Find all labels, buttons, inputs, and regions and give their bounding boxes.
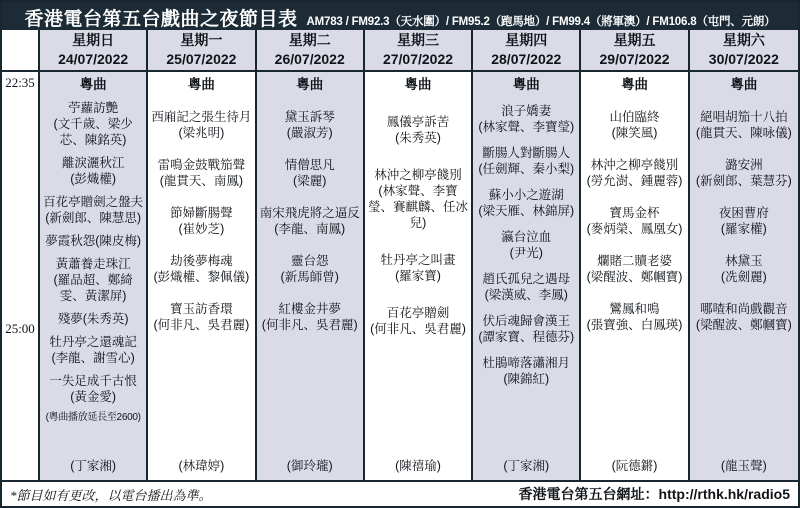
program-item bbox=[259, 205, 361, 237]
date-label: 29/07/2022 bbox=[599, 51, 670, 67]
program-item bbox=[475, 355, 577, 387]
date-label: 28/07/2022 bbox=[491, 51, 562, 67]
program-line: 夜困曹府 bbox=[718, 206, 769, 221]
program-item bbox=[692, 301, 796, 333]
day-body bbox=[581, 72, 687, 480]
host-name: (龍玉聲) bbox=[720, 459, 767, 473]
program-line: (嚴淑芳) bbox=[286, 126, 333, 141]
day-header bbox=[581, 30, 687, 72]
program-line: (崔妙芝) bbox=[178, 222, 225, 237]
program-line: (梁醒波、鄭幗寶) bbox=[586, 270, 683, 285]
day-column-3 bbox=[257, 30, 365, 480]
program-item bbox=[475, 187, 577, 219]
weekday-label: 星期日 bbox=[72, 32, 115, 49]
day-column-1 bbox=[40, 30, 148, 480]
program-item bbox=[583, 109, 685, 141]
day-header bbox=[690, 30, 798, 72]
header-bar bbox=[2, 2, 798, 30]
day-columns bbox=[40, 30, 798, 480]
program-line: (彭熾權) bbox=[70, 172, 117, 187]
schedule-table bbox=[2, 30, 798, 480]
program-line: (何非凡、吳君麗) bbox=[370, 322, 466, 337]
footer-website: 香港電台第五台網址：http://rthk.hk/radio5 bbox=[518, 486, 790, 502]
genre-label: 粵曲 bbox=[187, 77, 215, 92]
time-column bbox=[2, 30, 40, 480]
program-line: (羅家寶) bbox=[395, 269, 441, 284]
program-line: (梁漢威、李鳳) bbox=[484, 288, 568, 303]
program-line: (勞允澍、鍾麗蓉) bbox=[586, 174, 683, 189]
program-line: 伏后魂歸會漢王 bbox=[482, 314, 571, 329]
day-header bbox=[40, 30, 146, 72]
program-line: (黃金愛) bbox=[70, 390, 117, 405]
program-item bbox=[259, 301, 361, 333]
program-line: 牡丹亭之還魂記 bbox=[49, 335, 137, 350]
program-line: 浪子嬌妻 bbox=[501, 104, 552, 119]
date-label: 24/07/2022 bbox=[58, 51, 129, 67]
program-line: 靈台怨 bbox=[290, 254, 329, 269]
program-item bbox=[367, 305, 469, 337]
program-line: (彭熾權、黎佩儀) bbox=[153, 270, 250, 285]
program-line: 南宋飛虎將之逼反 bbox=[259, 206, 360, 221]
day-body bbox=[40, 72, 146, 480]
weekday-label: 星期一 bbox=[180, 32, 223, 49]
program-item bbox=[583, 205, 685, 237]
program-line: 黛玉訴琴 bbox=[284, 110, 335, 125]
program-line: 潞安洲 bbox=[725, 158, 763, 173]
program-line: 林黛玉 bbox=[725, 254, 763, 269]
date-label: 26/07/2022 bbox=[274, 51, 345, 67]
program-line: 西廂記之張生待月 bbox=[151, 110, 252, 125]
program-item bbox=[367, 114, 469, 146]
page-title: 香港電台第五台戲曲之夜節目表 bbox=[24, 9, 298, 30]
host-name: (丁家湘) bbox=[70, 459, 117, 473]
footer-note: *節目如有更改，以電台播出為準。 bbox=[10, 487, 212, 503]
program-item bbox=[475, 271, 577, 303]
genre-label: 粵曲 bbox=[730, 77, 758, 92]
program-item bbox=[367, 167, 469, 231]
day-body bbox=[690, 72, 798, 480]
program-line: 百花亭贈劍 bbox=[386, 306, 450, 321]
program-line: (羅家權) bbox=[720, 222, 767, 237]
program-line: (文千歲、梁少芯、陳銘英) bbox=[53, 117, 133, 148]
program-item bbox=[42, 311, 144, 327]
program-line: 瀛台泣血 bbox=[501, 230, 552, 245]
program-item bbox=[42, 334, 144, 366]
time-label-start: 22:35 bbox=[5, 75, 35, 90]
program-line: 離淚灑秋江 bbox=[61, 156, 125, 171]
program-item bbox=[475, 145, 577, 177]
weekday-label: 星期五 bbox=[613, 32, 656, 49]
weekday-label: 星期三 bbox=[396, 32, 439, 49]
program-item bbox=[42, 373, 144, 405]
program-line: 鸞鳳和鳴 bbox=[609, 302, 660, 317]
program-item bbox=[259, 157, 361, 189]
program-item bbox=[259, 109, 361, 141]
genre-label: 粵曲 bbox=[79, 77, 107, 92]
program-line: (尹光) bbox=[509, 246, 543, 261]
program-item bbox=[42, 233, 144, 249]
program-line: 牡丹亭之叫畫 bbox=[380, 253, 456, 268]
program-line: (龍貫天、陳咏儀) bbox=[695, 126, 792, 141]
program-line: (羅品超、鄭綺雯、黃潔屏) bbox=[53, 273, 133, 304]
date-label: 30/07/2022 bbox=[708, 51, 779, 67]
day-column-5 bbox=[473, 30, 581, 480]
program-item bbox=[42, 256, 144, 304]
program-line: 林沖之柳亭餞別 bbox=[374, 168, 462, 183]
program-line: 林沖之柳亭餞別 bbox=[590, 158, 679, 173]
day-header bbox=[365, 30, 471, 72]
program-line: (梁麗) bbox=[293, 174, 327, 189]
program-item bbox=[259, 253, 361, 285]
program-line: 鳳儀亭訴苦 bbox=[386, 115, 450, 130]
program-item bbox=[692, 109, 796, 141]
program-line: 蘇小小之遊湖 bbox=[488, 188, 564, 203]
host-name: (陳禧瑜) bbox=[395, 459, 441, 473]
extension-note: (粵曲播放延長至2600) bbox=[45, 412, 141, 424]
program-item bbox=[583, 157, 685, 189]
time-cell bbox=[2, 72, 38, 480]
program-item bbox=[583, 253, 685, 285]
program-line: (新劍郎、葉慧芬) bbox=[695, 174, 792, 189]
program-line: 紅樓金井夢 bbox=[278, 302, 341, 317]
program-line: 寶馬金杯 bbox=[609, 206, 660, 221]
program-item bbox=[150, 253, 252, 285]
program-line: 夢霞秋怨(陳皮梅) bbox=[45, 234, 142, 249]
program-item bbox=[367, 252, 469, 284]
date-label: 27/07/2022 bbox=[382, 51, 454, 67]
program-line: (冼劍麗) bbox=[720, 270, 767, 285]
program-line: (梁天雁、林錦屏) bbox=[478, 204, 575, 219]
program-line: (林家聲、李寶瑩、賽麒麟、任冰兒) bbox=[367, 184, 468, 231]
host-name: (丁家湘) bbox=[503, 459, 550, 473]
program-line: (麥炳榮、鳳凰女) bbox=[586, 222, 683, 237]
program-item bbox=[150, 301, 252, 333]
program-line: (新馬師曾) bbox=[280, 270, 339, 285]
program-line: 黃蕭養走珠江 bbox=[55, 257, 131, 272]
day-column-6 bbox=[581, 30, 689, 480]
program-item bbox=[475, 229, 577, 261]
program-line: (梁醒波、鄭幗寶) bbox=[695, 318, 792, 333]
day-column-7 bbox=[690, 30, 798, 480]
program-line: (梁兆明) bbox=[178, 126, 225, 141]
corner-cell bbox=[2, 30, 38, 72]
program-item bbox=[42, 100, 144, 148]
weekday-label: 星期六 bbox=[722, 32, 765, 49]
program-item bbox=[150, 109, 252, 141]
program-line: (新劍郎、陳慧思) bbox=[45, 211, 142, 226]
day-body bbox=[473, 72, 579, 480]
program-item bbox=[150, 205, 252, 237]
day-column-2 bbox=[148, 30, 256, 480]
program-item bbox=[475, 103, 577, 135]
genre-label: 粵曲 bbox=[404, 77, 432, 92]
time-label-mid: 25:00 bbox=[5, 321, 35, 336]
program-line: 寶玉訪香環 bbox=[170, 302, 233, 317]
program-line: 杜鵑啼落瀟湘月 bbox=[482, 356, 571, 371]
day-header bbox=[148, 30, 254, 72]
day-body bbox=[148, 72, 254, 480]
program-line: (林家聲、李寶瑩) bbox=[478, 120, 575, 135]
program-line: (何非凡、吳君麗) bbox=[153, 318, 250, 333]
program-line: (李龍、南鳳) bbox=[274, 222, 346, 237]
program-item bbox=[42, 194, 144, 226]
program-line: (何非凡、吳君麗) bbox=[261, 318, 358, 333]
program-line: 雷鳴金鼓戰笳聲 bbox=[157, 158, 246, 173]
program-line: 百花亭贈劍之盤夫 bbox=[43, 195, 144, 210]
genre-label: 粵曲 bbox=[512, 77, 540, 92]
program-line: 節婦斷腸聲 bbox=[170, 206, 233, 221]
program-line: (陳錦紅) bbox=[503, 372, 550, 387]
program-line: 山伯臨終 bbox=[609, 110, 660, 125]
day-header bbox=[473, 30, 579, 72]
weekday-label: 星期四 bbox=[505, 32, 548, 49]
program-line: (任劍輝、秦小梨) bbox=[478, 162, 575, 177]
genre-label: 粵曲 bbox=[296, 77, 324, 92]
program-line: (張寶強、白鳳瑛) bbox=[586, 318, 683, 333]
program-line: 情僧思凡 bbox=[284, 158, 335, 173]
day-column-4 bbox=[365, 30, 473, 480]
host-name: (御玲瓏) bbox=[286, 459, 333, 473]
day-body bbox=[257, 72, 363, 480]
program-item bbox=[475, 313, 577, 345]
program-line: 絕唱胡笳十八拍 bbox=[700, 110, 788, 125]
program-line: (譚家寶、程德芬) bbox=[478, 330, 575, 345]
program-line: 哪喳和尚戲觀音 bbox=[700, 302, 788, 317]
program-line: 一失足成千古恨 bbox=[49, 374, 137, 389]
program-line: 爛賭二贖老婆 bbox=[597, 254, 673, 269]
program-item bbox=[692, 205, 796, 237]
program-line: 殘夢(朱秀英) bbox=[57, 312, 129, 327]
program-item bbox=[692, 157, 796, 189]
program-line: (陳笑風) bbox=[611, 126, 658, 141]
day-header bbox=[257, 30, 363, 72]
program-line: 苧蘿訪艷 bbox=[68, 101, 119, 116]
program-line: (李龍、謝雪心) bbox=[51, 351, 135, 366]
program-line: 劫後夢梅魂 bbox=[170, 254, 233, 269]
program-item bbox=[692, 253, 796, 285]
date-label: 25/07/2022 bbox=[166, 51, 237, 67]
frequency-list: AM783 / FM92.3（天水圍）/ FM95.2（跑馬地）/ FM99.4（將軍澳）/ FM106.8（屯門、元朗） bbox=[306, 16, 776, 28]
weekday-label: 星期二 bbox=[288, 32, 331, 49]
footer bbox=[2, 480, 798, 506]
host-name: (林瑋婷) bbox=[178, 459, 225, 473]
program-line: 斷腸人對斷腸人 bbox=[482, 146, 571, 161]
host-name: (阮德鏘) bbox=[611, 459, 658, 473]
program-item bbox=[583, 301, 685, 333]
program-item bbox=[42, 155, 144, 187]
program-item bbox=[150, 157, 252, 189]
day-body bbox=[365, 72, 471, 480]
program-line: (朱秀英) bbox=[395, 131, 441, 146]
genre-label: 粵曲 bbox=[621, 77, 649, 92]
program-line: 趙氏孤兒之遇母 bbox=[482, 272, 571, 287]
program-line: (龍貫天、南鳳) bbox=[159, 174, 244, 189]
